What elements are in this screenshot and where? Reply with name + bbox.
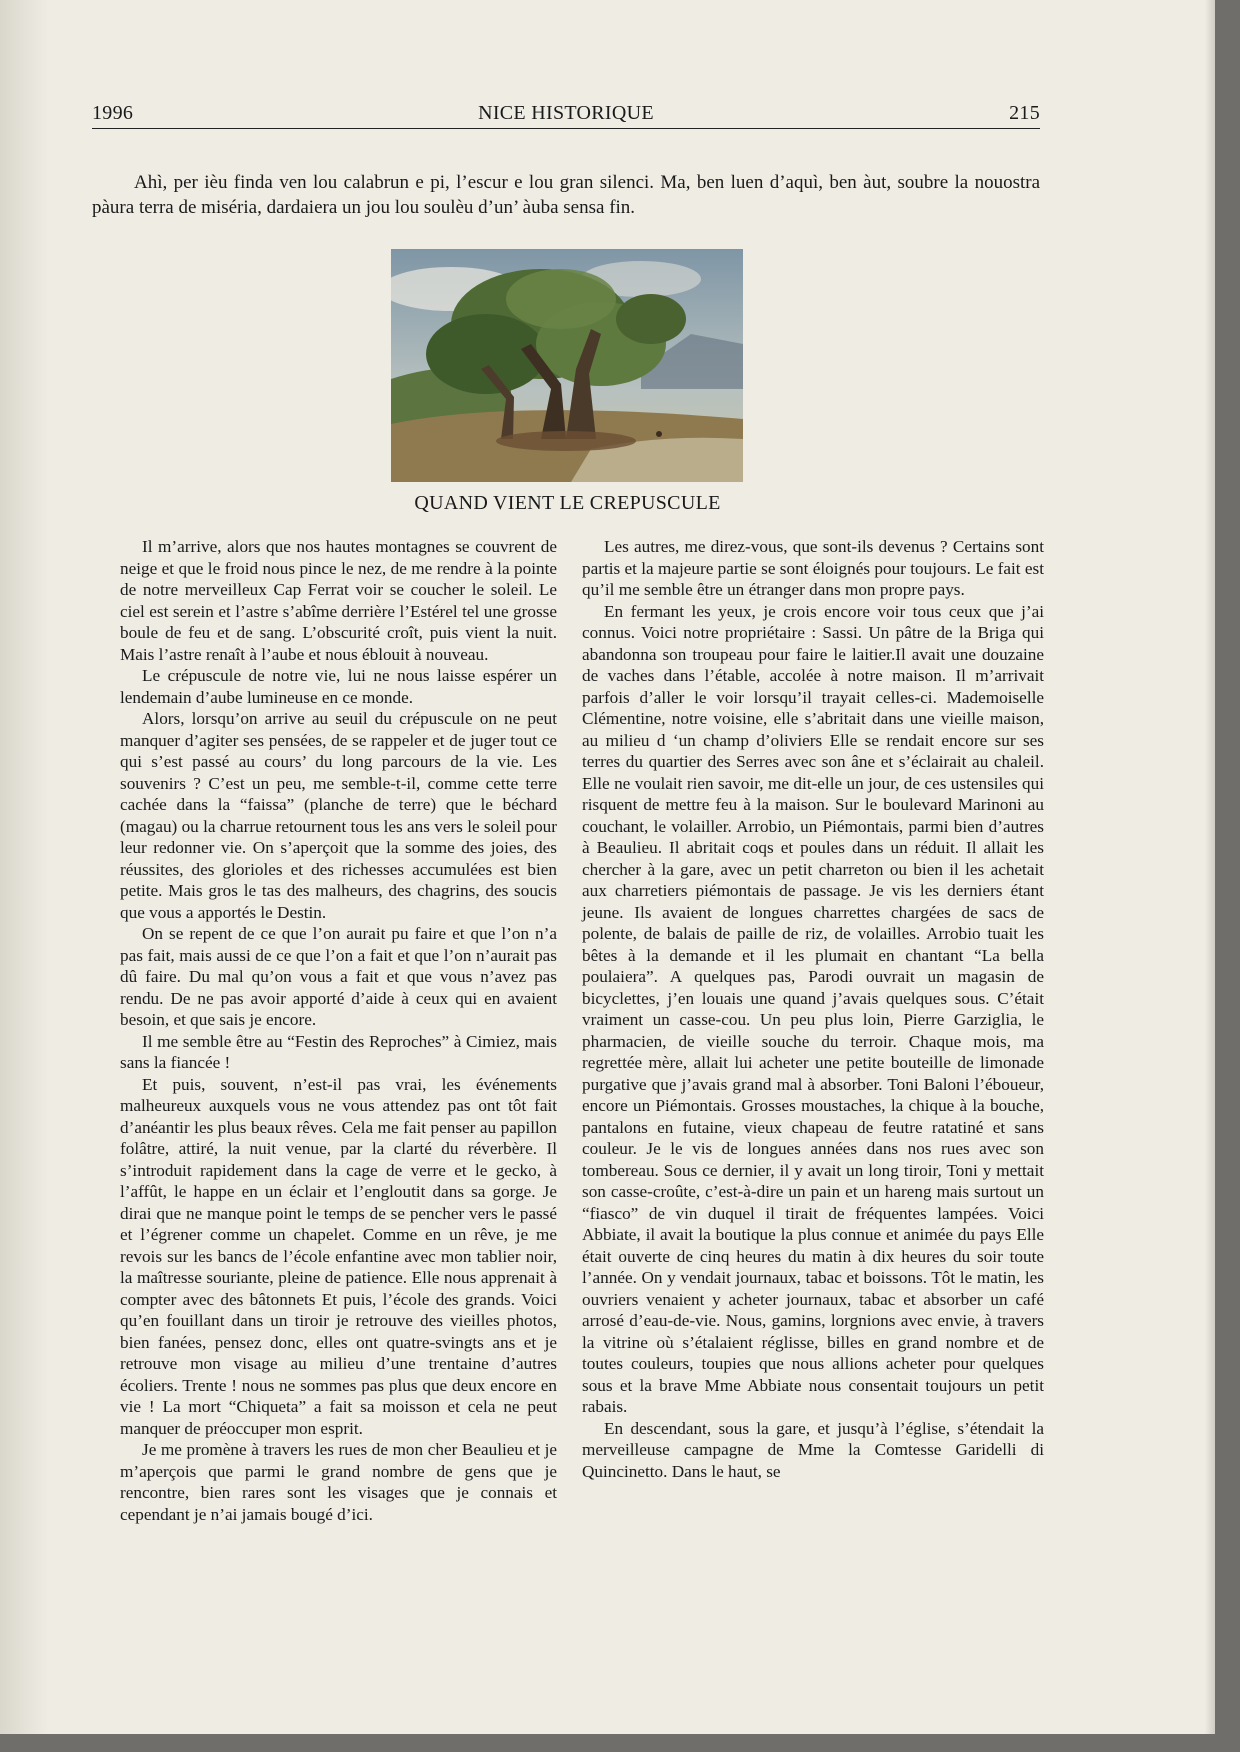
paragraph: Et puis, souvent, n’est-il pas vrai, les événements malheureux auxquels vous ne vous attendez pas ont tôt fait d’anéantir les plus beaux rêves. Cela me fait penser au papillon folâtre, attiré, la nuit venue, par la clarté du réverbère. Il s’introduit rapidement dans la cage de verre et le gecko, à l’affût, le happe en un éclair et l’engloutit dans sa gorge. Je dirai que ne manque point le temps de se pencher vers le passé et l’égrener comme un chapelet. Comme en un rêve, je me revois sur les bancs de l’école enfantine avec mon tablier noir, la maîtresse souriante, pleine de patience. Elle nous apprenait à compter avec des bâtonnets Et puis, l’école des grands. Voici qu’en fouillant dans un tiroir je retrouve des vieilles photos, bien fanées, pensez donc, elles ont quatre-svingts ans et je retrouve mon visage au milieu d’une trentaine d’autres écoliers. Trente ! nous ne sommes pas plus que deux encore en vie ! La mort “Chiqueta” a fait sa moisson et cela ne peut manquer de préoccuper mon esprit.: [120, 1074, 557, 1438]
header-journal: NICE HISTORIQUE: [478, 102, 654, 124]
header-year: 1996: [92, 102, 134, 124]
paragraph: Les autres, me direz-vous, que sont-ils devenus ? Certains sont partis et la majeure partie se sont éloignés pour toujours. Le fait est qu’il me semble être un étranger dans mon propre pays.: [582, 537, 1044, 599]
right-column: [582, 536, 1044, 1482]
left-column: [120, 536, 557, 1525]
article-title: QUAND VIENT LE CREPUSCULE: [414, 492, 721, 514]
running-header: [92, 102, 1040, 129]
paragraph: On se repent de ce que l’on aurait pu faire et que l’on n’a pas fait, mais aussi de ce que l’on a fait et que l’on n’aurait pas dû faire. Du mal qu’on vous a fait et que vous n’avez pas rendu. De ne pas avoir apporté d’aide à ceux qui en avaient besoin, et que sais je encore.: [120, 924, 557, 1029]
painting-olive-tree: [391, 249, 743, 482]
header-page-number: 215: [1009, 102, 1040, 124]
paragraph: En fermant les yeux, je crois encore voir tous ceux que j’ai connus. Voici notre propriétaire : Sassi. Un pâtre de la Briga qui abandonna son troupeau pour faire le laitier.Il avait une douzaine de vaches dans l’étable, accolée à notre maison. Il m’arrivait parfois d’aller le voir lorsqu’il trayait celles-ci. Mademoiselle Clémentine, notre voisine, elle s’abritait dans une vieille maison, au milieu d ‘un champ d’oliviers Elle se rendait encore sur ses terres du quartier des Serres avec son âne et s’éclairait au chaleil. Elle ne voulait rien savoir, me dit-elle un jour, de ces ustensiles qui risquent de mettre feu à la maison. Sur le boulevard Marinoni au couchant, le volailler. Arrobio, un Piémontais, parmi bien d’autres à Beaulieu. Il abritait coqs et poules dans un réduit. Il allait les chercher à la gare, avec un petit charreton ou bien il les achetait aux charretiers piémontais de passage. Je vis les derniers étant jeune. Ils avaient de longues charrettes chargées de sacs de polente, de balais de paille de riz, de volailles. Arrobio tuait les bêtes à la demande et il les plumait en chantant “La bella poulaiera”. A quelques pas, Parodi ouvrait un magasin de bicyclettes, j’en louais une quand j’avais quelques sous. C’était vraiment un casse-cou. Un peu plus loin, Pierre Garziglia, le pharmacien, de vieille souche du terroir. Chaque mois, ma regrettée mère, allait lui acheter une petite bouteille de limonade purgative que j’avais grand mal à absorber. Toni Baloni l’éboueur, encore un Piémontais. Grosses moustaches, la chique à la bouche, pantalons en futaine, vieux chapeau de feutre ratatiné et sans couleur. Je le vis de longues années dans nos rues avec son tombereau. Sous ce dernier, il y avait un long tiroir, Toni y mettait son casse-croûte, c’est-à-dire un pain et un hareng mais surtout un “fiasco” de vin duquel il tirait de fréquentes lampées. Voici Abbiate, il avait la boutique la plus connue et animée du pays Elle était ouverte de cinq heures du matin à dix heures du soir toute l’année. On y vendait journaux, tabac et boissons. Tôt le matin, les ouvriers venaient y acheter journaux, tabac et absorber un café arrosé d’eau-de-vie. Nous, gamins, lorgnions avec envie, à travers la vitrine où s’étalaient réglisse, billes en grand nombre et de toutes couleurs, toupies que nous allions acheter pour quelques sous et la brave Mme Abbiate nous consentait toujours un petit rabais.: [582, 601, 1044, 1416]
paragraph: Il m’arrive, alors que nos hautes montagnes se couvrent de neige et que le froid nous pince le nez, de me rendre à la pointe de notre merveilleux Cap Ferrat voir se coucher le soleil. Le ciel est serein et l’astre s’abîme derrière l’Estérel tel une grosse boule de feu et de sang. L’obscurité croît, puis vient la nuit. Mais l’astre renaît à l’aube et nous éblouit à nouveau.: [120, 537, 557, 664]
page-edge: [1205, 0, 1215, 1734]
paragraph: En descendant, sous la gare, et jusqu’à l’église, s’étendait la merveilleuse campagne de Mme la Comtesse Garidelli di Quincinetto. Dans le haut, se: [582, 1418, 1044, 1481]
paragraph: Alors, lorsqu’on arrive au seuil du crépuscule on ne peut manquer d’agiter ses pensées, de se rappeler et de juger tout ce qui s’est passé au cours’ du long parcours de la vie. Les souvenirs ? C’est un peu, me semble-t-il, comme cette terre cachée dans la “faissa” (planche de terre) que le béchard (magau) ou la charrue retournent tous les ans vers le soleil pour leur redonner vie. On s’aperçoit que la somme des joies, des réussites, des glorioles et des richesses accumulées est bien petite. Mais gros le tas des malheurs, des chagrins, des soucis que vous a apportés le Destin.: [120, 709, 557, 922]
binding-shadow: [0, 0, 48, 1734]
painting-olive-tree-icon: [391, 249, 743, 482]
paragraph: Il me semble être au “Festin des Reproches” à Cimiez, mais sans la fiancée !: [120, 1031, 557, 1072]
intro-paragraph: Ahì, per ièu finda ven lou calabrun e pi, l’escur e lou gran silenci. Ma, ben luen d’aquì, ben àut, soubre la nouostra pàura terra de miséria, dardaiera un jou lou soulèu d’un’ àuba sensa fin.: [92, 172, 1040, 218]
paragraph: Je me promène à travers les rues de mon cher Beaulieu et je m’aperçois que parmi le grand nombre de gens que je rencontre, bien rares sont les visages que je connais et cependant je n’ai jamais bougé d’ici.: [120, 1440, 557, 1524]
paragraph: Le crépuscule de notre vie, lui ne nous laisse espérer un lendemain d’aube lumineuse en ce monde.: [120, 666, 557, 707]
